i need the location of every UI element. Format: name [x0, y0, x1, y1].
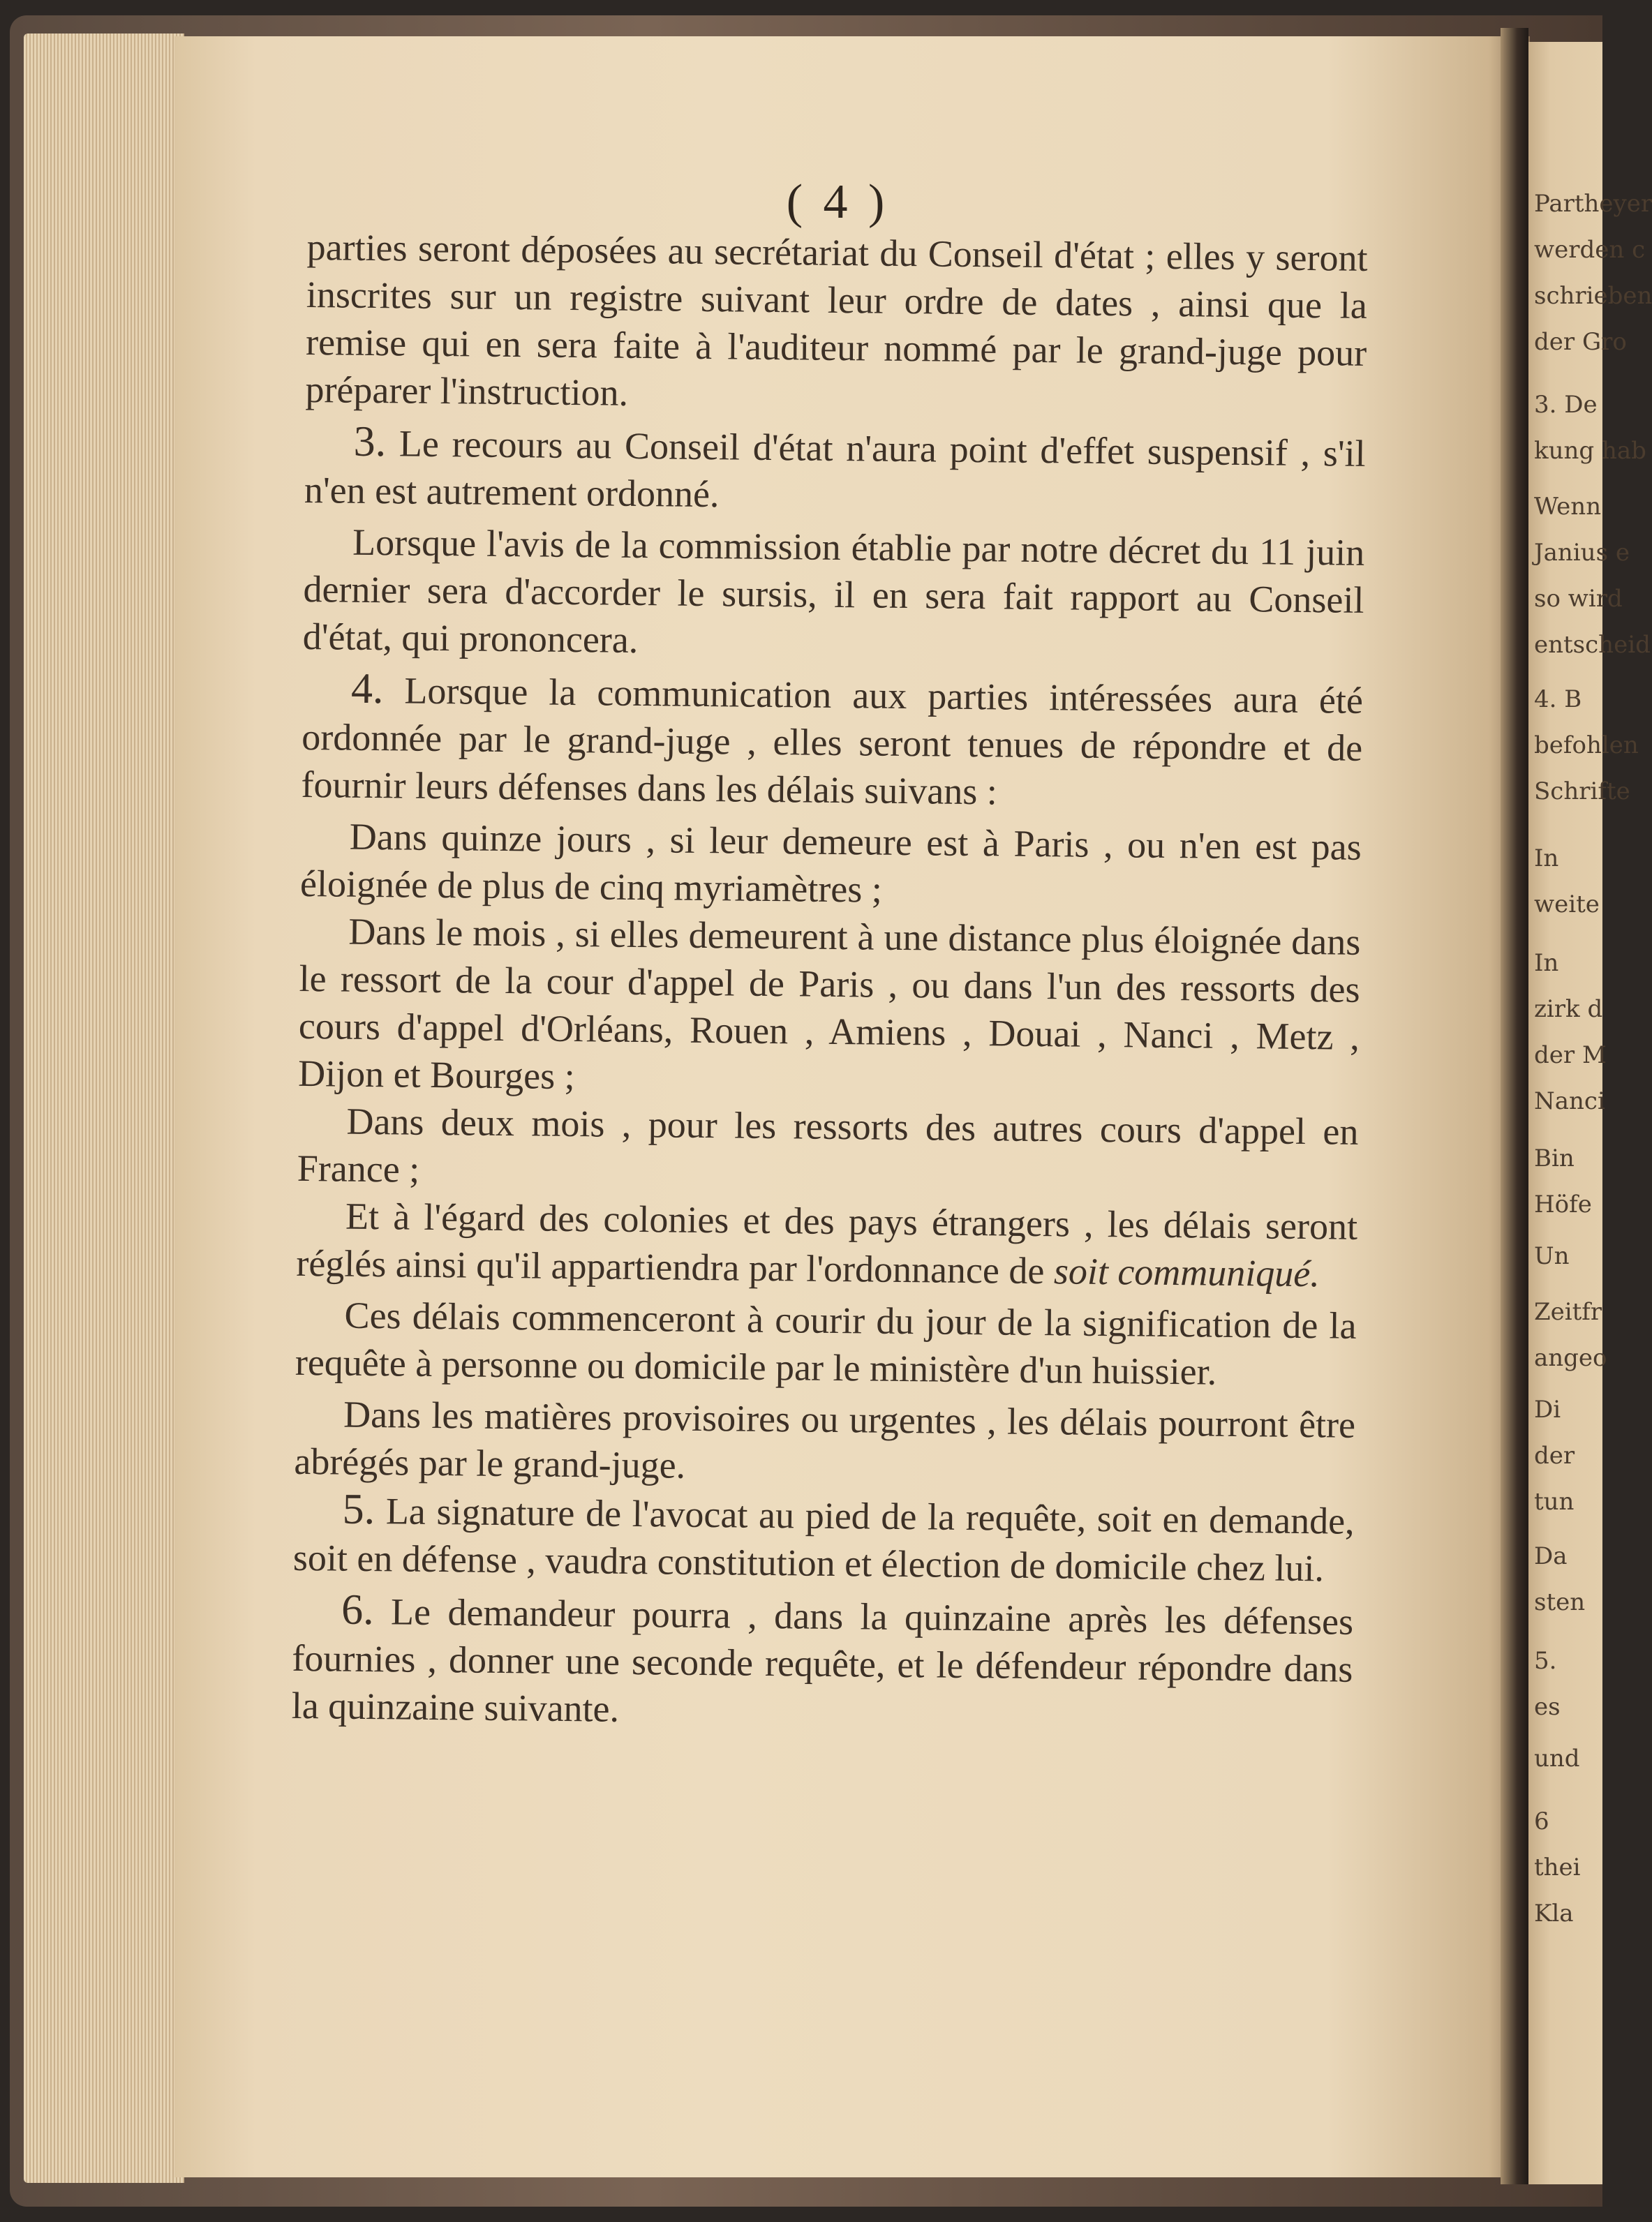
- facing-page-line: tun: [1534, 1488, 1575, 1516]
- book-gutter: [1501, 28, 1528, 2184]
- facing-page-line: In: [1534, 844, 1559, 872]
- article-5: [293, 1485, 1355, 1593]
- paragraph-text: Lorsque la communication aux parties intéressées aura été ordonnée par le grand-juge , elles seront tenues de répondre et de fournir leurs défenses dans les délais suivans :: [301, 669, 1364, 813]
- facing-page-line: Zeitfr: [1534, 1298, 1602, 1326]
- paragraph-text: Dans quinze jours , si leur demeure est à Paris , ou n'en est pas éloignée de plus de cinq myriamètres ;: [299, 815, 1362, 911]
- facing-page-line: 4. B: [1534, 685, 1582, 713]
- page-number: ( 4 ): [786, 175, 889, 229]
- paragraph-text: Le demandeur pourra , dans la quinzaine après les défenses fournies , donner une seconde requête, et le défendeur répondre dans la quinzaine suivante.: [291, 1590, 1354, 1730]
- facing-page-line: entscheid: [1534, 631, 1651, 659]
- facing-page-line: angeo: [1534, 1344, 1607, 1372]
- paragraph-text: Dans le mois , si elles demeurent à une distance plus éloignée dans le ressort de la cour d'appel de Paris , ou dans l'un des ressorts des cours d'appel d'Orléans, Rouen , Amiens , Douai , Nanci , Metz , Dijon et Bourges ;: [297, 910, 1361, 1098]
- paragraph: [298, 907, 1361, 1108]
- facing-page-line: 3. De: [1534, 391, 1598, 419]
- facing-page-line: Höfe: [1534, 1191, 1592, 1218]
- facing-page-line: thei: [1534, 1854, 1581, 1881]
- facing-page-line: der M: [1534, 1041, 1607, 1069]
- article-number: 5.: [342, 1485, 375, 1534]
- facing-page-line: kung hab: [1534, 437, 1646, 465]
- paragraph: [295, 1291, 1357, 1397]
- facing-page-line: so wird: [1534, 585, 1623, 613]
- facing-page: [1528, 42, 1652, 2184]
- facing-page-line: der Gro: [1534, 328, 1627, 356]
- facing-page-line: Janius e: [1534, 539, 1630, 567]
- facing-page-line: Bin: [1534, 1144, 1575, 1172]
- facing-page-line: sten: [1534, 1588, 1586, 1616]
- facing-page-line: schrieben: [1534, 282, 1652, 310]
- paragraph-text: Dans deux mois , pour les ressorts des autres cours d'appel en France ;: [297, 1100, 1359, 1191]
- article-3: [304, 417, 1366, 525]
- paragraph: [297, 1097, 1358, 1203]
- paragraph: [302, 518, 1364, 671]
- facing-page-line: 5.: [1534, 1647, 1557, 1675]
- facing-page-line: Partheyer: [1534, 190, 1652, 218]
- paragraph-text: parties seront déposées au secrétariat du Conseil d'état ; elles y seront inscrites sur un registre suivant leur ordre de dates , ainsi que la remise qui en sera faite à l'auditeur nommé par le grand-juge pour préparer l'instruction.: [305, 225, 1368, 414]
- facing-page-line: Schrifte: [1534, 777, 1630, 805]
- paragraph-text: Dans les matières provisoires ou urgentes , les délais pourront être abrégés par le grand-juge.: [294, 1393, 1356, 1486]
- facing-page-line: Un: [1534, 1242, 1570, 1270]
- facing-page-line: es: [1534, 1693, 1561, 1721]
- facing-page-line: und: [1534, 1745, 1580, 1773]
- paragraph-text: Le recours au Conseil d'état n'aura point d'effet suspensif , s'il n'en est autrement ordonné.: [304, 422, 1366, 516]
- facing-page-line: befohlen: [1534, 731, 1639, 759]
- paragraph-text: Lorsque l'avis de la commission établie par notre décret du 11 juin dernier sera d'accorder le sursis, il en sera fait rapport au Conseil d'état, qui prononcera.: [302, 521, 1365, 661]
- paragraph: [300, 812, 1362, 918]
- paragraph: [294, 1390, 1355, 1496]
- paragraph-text: Ces délais commenceront à courir du jour de la signification de la requête à personne ou domicile par le ministère d'un huissier.: [295, 1294, 1357, 1393]
- page-body: [291, 223, 1368, 1740]
- paragraph-text: La signature de l'avocat au pied de la requête, soit en demande, soit en défense , vaudra constitution et élection de domicile chez lui.: [292, 1490, 1355, 1590]
- facing-page-line: Wenn: [1534, 493, 1602, 521]
- facing-page-line: Da: [1534, 1542, 1568, 1570]
- paragraph-text: Et à l'égard des colonies et des pays étrangers , les délais seront réglés ainsi qu'il appartiendra par l'ordonnance de: [296, 1195, 1358, 1292]
- facing-page-line: zirk d: [1534, 995, 1603, 1023]
- facing-page-line: weite: [1534, 890, 1600, 918]
- article-number: 4.: [350, 664, 384, 713]
- page-edges: [24, 33, 184, 2183]
- facing-page-line: In: [1534, 949, 1559, 977]
- paragraph: [296, 1192, 1357, 1298]
- facing-page-line: Di: [1534, 1396, 1561, 1424]
- facing-page-line: Nanci: [1534, 1087, 1605, 1115]
- article-number: 6.: [341, 1586, 375, 1634]
- article-4: [301, 664, 1363, 819]
- paragraph: [305, 223, 1368, 424]
- facing-page-line: werden c: [1534, 236, 1646, 264]
- facing-page-line: der: [1534, 1442, 1575, 1470]
- article-6: [291, 1586, 1353, 1740]
- italic-phrase: soit communiqué.: [1053, 1250, 1320, 1295]
- article-number: 3.: [353, 417, 387, 466]
- facing-page-line: Kla: [1534, 1900, 1574, 1928]
- facing-page-line: 6: [1534, 1807, 1549, 1835]
